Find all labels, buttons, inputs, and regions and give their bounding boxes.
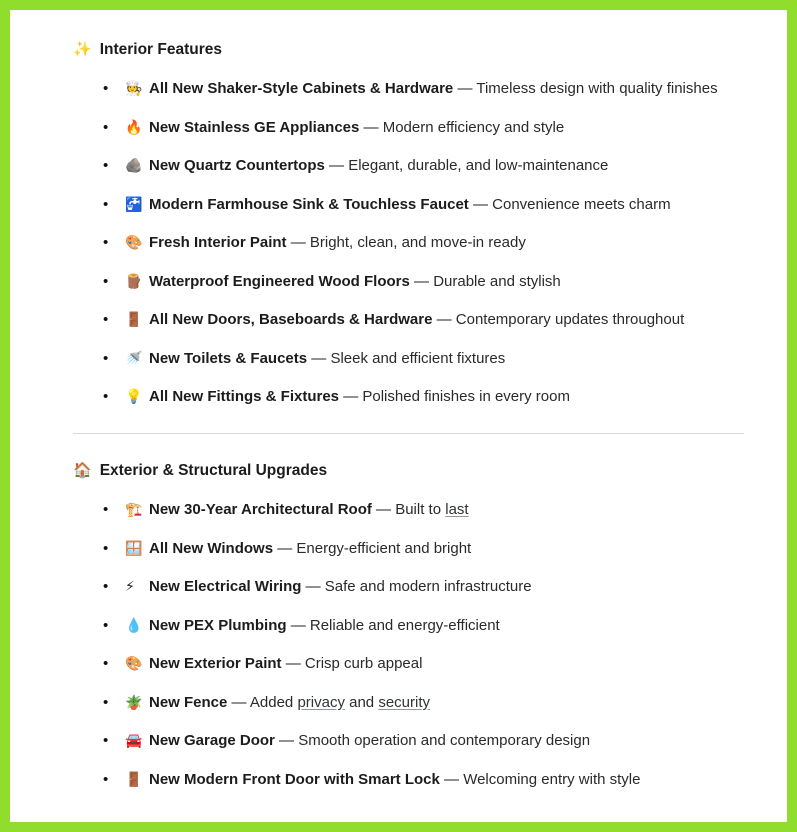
bullet-dot: • — [103, 578, 109, 595]
inline-link[interactable]: security — [378, 693, 431, 711]
description-text: Durable and stylish — [433, 272, 561, 290]
potable-water-icon: 🚰 — [125, 195, 143, 212]
palette-icon: 🎨 — [125, 234, 143, 250]
item-description: — Built to last — [371, 501, 469, 518]
item-description: — Bright, clean, and move-in ready — [286, 234, 526, 251]
item-text — [149, 694, 747, 711]
item-text — [149, 157, 747, 174]
bullet-dot: • — [103, 234, 109, 251]
list-item — [103, 273, 747, 290]
fire-icon: 🔥 — [125, 118, 143, 135]
item-description: — Convenience meets charm — [468, 195, 671, 213]
rock-icon: 🪨 — [125, 157, 143, 173]
item-title: Modern Farmhouse Sink & Touchless Faucet — [149, 195, 469, 213]
item-description: — Durable and stylish — [409, 272, 561, 290]
description-text: Welcoming entry with style — [463, 770, 641, 788]
feature-section — [73, 40, 747, 405]
item-text — [149, 578, 747, 595]
bullet-dot: • — [103, 195, 109, 213]
section-header — [73, 40, 747, 60]
description-text: Polished finishes in every room — [362, 388, 570, 405]
description-text: Sleek and efficient fixtures — [330, 349, 506, 367]
description-text: Crisp curb appeal — [304, 655, 423, 672]
item-title: New Quartz Countertops — [149, 157, 325, 174]
section-title: Interior Features — [99, 41, 222, 58]
description-text: and — [344, 693, 379, 711]
item-text — [149, 234, 747, 251]
feature-list — [73, 80, 747, 405]
item-description: — Timeless design with quality finishes — [453, 80, 718, 97]
item-description: — Crisp curb appeal — [281, 655, 423, 672]
description-text: Energy-efficient and bright — [296, 539, 472, 557]
list-item — [103, 771, 747, 788]
feature-section — [73, 461, 747, 788]
bullet-dot: • — [103, 770, 109, 788]
house-icon: 🏠 — [73, 462, 92, 479]
list-item — [103, 501, 747, 518]
list-item — [103, 350, 747, 367]
bullet-dot: • — [103, 118, 109, 136]
item-text — [149, 350, 747, 367]
list-item — [103, 157, 747, 174]
description-text: Bright, clean, and move-in ready — [309, 234, 526, 251]
list-item — [103, 196, 747, 213]
section-header — [73, 461, 747, 481]
bullet-dot: • — [103, 349, 109, 367]
potted-plant-icon: 🪴 — [125, 693, 143, 710]
item-text — [149, 540, 747, 557]
item-text — [149, 771, 747, 788]
droplet-icon: 💧 — [125, 616, 143, 633]
item-text — [149, 655, 747, 672]
bullet-dot: • — [103, 80, 109, 97]
feature-list — [73, 501, 747, 788]
item-title: New 30-Year Architectural Roof — [149, 501, 372, 518]
description-text: Added — [249, 693, 298, 711]
bullet-dot: • — [103, 311, 109, 328]
inline-link[interactable]: privacy — [297, 693, 345, 711]
section-divider — [73, 433, 744, 434]
list-item — [103, 388, 747, 405]
bullet-dot: • — [103, 693, 109, 711]
sparkles-icon: ✨ — [73, 41, 92, 58]
window-icon: 🪟 — [125, 539, 143, 556]
item-text — [149, 501, 747, 518]
item-text — [149, 617, 747, 634]
item-description: — Safe and modern infrastructure — [301, 578, 532, 595]
item-description: — Welcoming entry with style — [439, 770, 641, 788]
palette-icon: 🎨 — [125, 655, 143, 671]
construction-crane-icon: 🏗️ — [125, 501, 143, 517]
door-icon: 🚪 — [125, 770, 143, 787]
description-text: Modern efficiency and style — [382, 118, 565, 136]
description-text: Convenience meets charm — [492, 195, 671, 213]
bullet-dot: • — [103, 501, 109, 518]
item-title: New Exterior Paint — [149, 655, 282, 672]
bullet-dot: • — [103, 655, 109, 672]
bullet-dot: • — [103, 616, 109, 634]
item-title: New Toilets & Faucets — [149, 349, 308, 367]
bullet-dot: • — [103, 732, 109, 749]
item-title: All New Fittings & Fixtures — [149, 388, 340, 405]
list-item — [103, 119, 747, 136]
description-text: Smooth operation and contemporary design — [298, 732, 591, 749]
item-title: New Garage Door — [149, 732, 275, 749]
description-text: Elegant, durable, and low-maintenance — [348, 157, 609, 174]
description-text: Reliable and energy-efficient — [309, 616, 500, 634]
list-item — [103, 694, 747, 711]
item-text — [149, 388, 747, 405]
list-item — [103, 234, 747, 251]
list-item — [103, 578, 747, 595]
item-title: New PEX Plumbing — [149, 616, 287, 634]
item-description: — Added privacy and security — [227, 693, 431, 711]
item-description: — Energy-efficient and bright — [273, 539, 472, 557]
list-item — [103, 655, 747, 672]
item-description: — Contemporary updates throughout — [432, 311, 685, 328]
document-content — [10, 10, 787, 788]
oncoming-car-icon: 🚘 — [125, 732, 143, 748]
inline-link[interactable]: last — [445, 501, 469, 518]
item-description: — Polished finishes in every room — [339, 388, 570, 405]
item-title: All New Doors, Baseboards & Hardware — [149, 311, 433, 328]
description-text: Timeless design with quality finishes — [476, 80, 718, 97]
section-title: Exterior & Structural Upgrades — [99, 462, 328, 479]
cook-icon: 🧑‍🍳 — [125, 80, 143, 96]
shower-icon: 🚿 — [125, 349, 143, 366]
item-text — [149, 119, 747, 136]
item-description: — Reliable and energy-efficient — [286, 616, 500, 634]
description-text: Built to — [395, 501, 446, 518]
item-description: — Elegant, durable, and low-maintenance — [324, 157, 609, 174]
item-title: Fresh Interior Paint — [149, 234, 287, 251]
item-title: All New Windows — [149, 539, 274, 557]
door-icon: 🚪 — [125, 311, 143, 327]
list-item — [103, 732, 747, 749]
item-text — [149, 80, 747, 97]
item-description: — Smooth operation and contemporary design — [274, 732, 591, 749]
list-item — [103, 80, 747, 97]
item-title: All New Shaker-Style Cabinets & Hardware — [149, 80, 454, 97]
bullet-dot: • — [103, 272, 109, 290]
bullet-dot: • — [103, 388, 109, 405]
item-title: New Fence — [149, 693, 228, 711]
bullet-dot: • — [103, 157, 109, 174]
list-item — [103, 540, 747, 557]
item-description: — Sleek and efficient fixtures — [307, 349, 506, 367]
bullet-dot: • — [103, 539, 109, 557]
item-title: New Stainless GE Appliances — [149, 118, 360, 136]
item-text — [149, 196, 747, 213]
wood-log-icon: 🪵 — [125, 272, 143, 289]
light-bulb-icon: 💡 — [125, 388, 143, 404]
item-title: New Modern Front Door with Smart Lock — [149, 770, 440, 788]
item-title: Waterproof Engineered Wood Floors — [149, 272, 410, 290]
item-title: New Electrical Wiring — [149, 578, 302, 595]
item-text — [149, 273, 747, 290]
description-text: Safe and modern infrastructure — [324, 578, 532, 595]
item-description: — Modern efficiency and style — [359, 118, 565, 136]
list-item — [103, 311, 747, 328]
description-text: Contemporary updates throughout — [455, 311, 685, 328]
high-voltage-icon: ⚡ — [125, 578, 135, 594]
item-text — [149, 732, 747, 749]
item-text — [149, 311, 747, 328]
list-item — [103, 617, 747, 634]
